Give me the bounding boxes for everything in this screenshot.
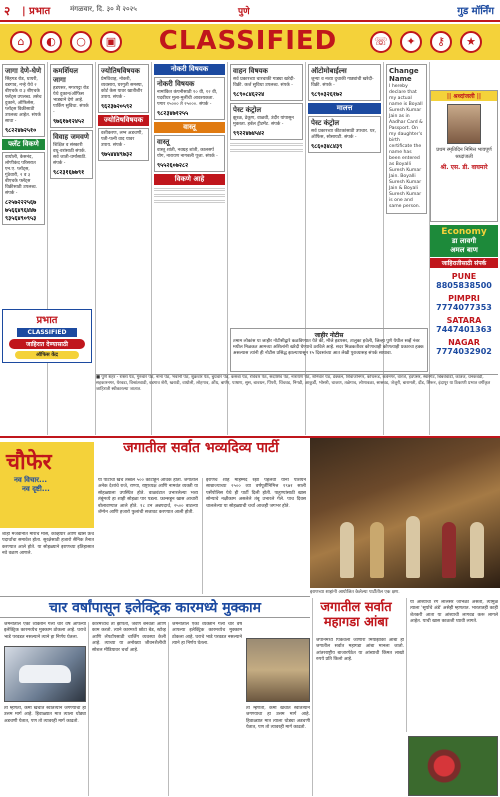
public-notice: जाहीर नोटीस तमाम लोकांस या जाहीर नोटीसीद्वारे कळविण्यात येते की, मौजे हडपसर, तालुका हवेली, जिल्हा पुणे येथील सर्व्हे नंबर मधील मिळकत आमच्या अशिलांनी खरेदी घेण्याचे ठरविले आहे. सदर मिळकतीवर कोणाचाही कोणत्याही प्रकारचा हक्क असल्यास त्यांनी ही नोटीस प्रसिद्ध झाल्यापासून १५ दिवसांच्या आत लेखी पुराव्यासह संपर्क साधावा. bbox=[230, 328, 428, 372]
article-body: या आंब्याचा रंग लालसर जांभळा असतो, त्यामुळे त्याला 'सूर्याचे अंडे' असेही म्हणतात. भारतातही काही शेतकरी आता या आंब्याची लागवड करू लागले आहेत. याची खास काळजी घ्यावी लागते. bbox=[410, 600, 498, 625]
classified-ad: कमर्शियल जागा हडपसर, मगरपट्टा रोड येथे दुकान/ऑफिस भाड्याने देणे आहे. पार्किंग सुविधा. संपर्क - ९७६१७१२४५२ bbox=[50, 64, 93, 128]
article-body: शाही मेजवानीत मोराचे मांस, कॅव्हियार आणि खास फ्रेंच पदार्थांचा समावेश होता. सुरक्षेसाठी हजारो सैनिक तैनात करण्यात आले होते. या सोहळ्याने इराणच्या इतिहासात नवे वळण आणले. bbox=[2, 532, 94, 557]
paper-name: | प्रभात bbox=[22, 6, 51, 17]
article-body: इराणचे शाह मोहम्मद रझा पहलवी यांनी पर्शियन साम्राज्याच्या २५०० व्या वर्षपूर्तीनिमित्त १९७१ साली पर्सेपोलिस येथे ही पार्टी दिली होती. पाहुण्यांसाठी खास सोन्याचे नक्षीकाम असलेले तंबू उभारले गेले. पाच दिवस चाललेल्या या सोहळ्याची चर्चा आजही जगभर होते. bbox=[206, 478, 306, 509]
category-label: विकणे आहे bbox=[154, 174, 225, 185]
category-label: वास्तू bbox=[154, 122, 225, 133]
portrait-photo bbox=[447, 104, 481, 144]
classified-ad: जागा देणे-घेणे सिंहगड रोड, धायरी, वडगाव, नऱ्हे येथे २ बीएचके व ३ बीएचके फ्लॅट्स उपलब्ध. तसेच दुकाने, ऑफिसेस, प्लॉट्स विक्रीसाठी उपलब्ध आहेत. संपर्क साधा - ९८२२४७२५१० bbox=[2, 64, 45, 137]
classified-ad: ज्योतिषविषयक प्रेमविवाह, नोकरी, व्यवसाय, घरगुती समस्या, कोर्ट केस यावर खात्रीशीर उपाय. संपर्क - ९६२३७२०५९२ bbox=[98, 64, 149, 113]
category-label: मालत्त bbox=[308, 103, 381, 114]
house-icon: ⌂ bbox=[10, 31, 32, 53]
classified-banner bbox=[0, 24, 500, 60]
article-body: जर्मनीतील एका व्यक्तीने गेली चार वर्षे आपल्या इलेक्ट्रिक कारमध्येच मुक्काम ठोकला आहे. घराचे भाडे परवडत नसल्याने त्याने हा निर्णय घेतला. bbox=[172, 622, 242, 647]
classified-locations-strip: ■ पुणे शहर - रास्ता पेठ, गुरुवार पेठ, नाना पेठ, भवानी पेठ, शुक्रवार पेठ, बुधवार पेठ, कसबा पेठ, रविवार पेठ, सदाशिव पेठ, नारायण पेठ, शनिवार पेठ, डेक्कन, शिवाजीनगर, कोथरूड, कर्वेनगर, वारजे, हडपसर, स्वारगेट, बिबवेवाडी, कात्रज, धनकवडी, सहकारनगर, येरवडा, विश्रांतवाडी, वडगाव शेरी, खराडी, वाघोली, लोहगाव, औंध, बाणेर, पाषाण, सुस, बावधन, पिंपरी, चिंचवड, निगडी, आकुर्डी, भोसरी, चाकण, तळेगाव, लोणावळा, सासवड, जेजुरी, बारामती, दौंड, शिरूर, इंदापूर या ठिकाणी प्रभात वर्गीकृत जाहिराती स्वीकारल्या जातात. bbox=[96, 374, 498, 432]
classified-ad: वाघोली, केसनंद, लोणीकंद परिसरात एन.ए. प्लॉट्स, गुंठेवारी, २ व ३ बीएचके फ्लॅट्स विक्रीसाठी उपलब्ध. संपर्क - ८२५७२२२५६७ ७५६६४९६४४७ ९३५६४९०९५३ bbox=[2, 152, 45, 225]
classified-ad: पेस्ट कंट्रोल सर्व प्रकारच्या कीटकांसाठी उपचार. घर, ऑफिस, सोसायटी. संपर्क - ९८६०३४८४३९ bbox=[308, 116, 381, 153]
headline-party: जगातील सर्वात भव्यदिव्य पार्टी bbox=[123, 440, 279, 456]
headline-mango: जगातील सर्वात महागडा आंबा bbox=[320, 600, 392, 630]
article-body: तो म्हणतो, कमी खर्चात स्वातंत्र्याने जगण्याचा हा उत्तम मार्ग आहे. हिवाळ्यात मात्र त्याला थोड्या अडचणी येतात, पण तो त्यावरही मार्ग काढतो. bbox=[4, 706, 86, 724]
chauffeur-box: चौफेर नव विचार... नव दृष्टी... bbox=[0, 442, 94, 528]
category-label: नोकरी विषयक bbox=[154, 64, 225, 75]
classified-section bbox=[0, 62, 500, 435]
article-body: या पार्टीचा खर्च तब्बल ५०० कोटींहून अधिक होता. जगातील अनेक देशांचे राजे, राण्या, राष्ट्राध्यक्ष आणि नामवंत व्यक्ती या सोहळ्याला उपस्थित होते. वाळवंटात उभारलेल्या भव्य तंबूंमध्ये हा शाही सोहळा पार पडला. फ्रान्सहून खास आचारी बोलावण्यात आले होते. १८ टन अन्नपदार्थ, २५०० बाटल्या शॅम्पेन आणि हजारो फुलांची सजावट करण्यात आली होती. bbox=[98, 478, 198, 516]
man-photo bbox=[246, 638, 310, 702]
page-number: २ bbox=[4, 4, 11, 18]
section-title: गुड मॉर्निंग bbox=[457, 6, 494, 17]
photo-caption: इराणच्या शाहांनी आयोजित केलेल्या पार्टीतील एक क्षण. bbox=[310, 590, 400, 595]
news-section bbox=[0, 436, 500, 797]
classified-column-2 bbox=[48, 62, 96, 435]
classified-ad: ऑटोमोबाईल्स जुन्या व नव्या दुचाकी गाड्यांची खरेदी-विक्री. संपर्क - ९८९०३२६१७२ bbox=[308, 64, 381, 101]
classified-ad: नोकरी विषयक नामांकित कंपनीसाठी १० वी, १२ वी, पदवीधर मुला-मुलींची आवश्यकता. पगार १५००० ते २५०००. संपर्क - ९८२३४७१२५५ bbox=[154, 77, 225, 120]
car-photo bbox=[4, 646, 86, 702]
category-label: फ्लॅट विकणे bbox=[2, 139, 45, 150]
article-body: कारमध्येच तो झोपतो, जेवण बनवतो आणि काम करतो. त्याने कारमध्ये छोटा बेड, स्टोव्ह आणि लॅपटॉपसाठी चार्जिंग व्यवस्था केली आहे. त्याच्या या अनोख्या जीवनशैलीची सोशल मीडियावर चर्चा आहे. bbox=[92, 622, 166, 653]
memoriam-ad: || श्रध्दांजली || प्रथम स्मृतिदिन निमित्त भावपूर्ण श्रध्दांजली श्री. एस. डी. वाघमारे bbox=[430, 90, 498, 222]
article-body: जर्मनीतील एका व्यक्तीने गेली चार वर्षे आपल्या इलेक्ट्रिक कारमध्येच मुक्काम ठोकला आहे. घराचे भाडे परवडत नसल्याने त्याने हा निर्णय घेतला. bbox=[4, 622, 86, 640]
handshake-icon: ✦ bbox=[400, 31, 422, 53]
car-icon: ◐ bbox=[40, 31, 62, 53]
page-header bbox=[0, 0, 500, 22]
contact-offices: जाहिरातीसाठी संपर्क PUNE 8805838500 PIMPRI 7774077353 SATARA 7447401363 NAGAR 7774032902 bbox=[430, 258, 498, 356]
classified-column-1 bbox=[0, 62, 48, 435]
edition-city: पुणे bbox=[238, 7, 250, 17]
mango-photo bbox=[408, 736, 498, 796]
classified-title: CLASSIFIED bbox=[158, 26, 338, 56]
star-icon: ★ bbox=[460, 31, 482, 53]
classified-ad: वशीकरण, लग्न अडचणी, पती-पत्नी वाद यावर उपाय. संपर्क - ९७५४४४९७३२ bbox=[98, 128, 149, 161]
article-body: तो म्हणतो, कमी खर्चात स्वातंत्र्याने जगण्याचा हा उत्तम मार्ग आहे. हिवाळ्यात मात्र त्याला थोड्या अडचणी येतात, पण तो त्यावरही मार्ग काढतो. bbox=[246, 706, 310, 731]
change-name-ad: Change Name I hereby declare that my actual name is Boyall Suresh Kumar Jain as in Aadhar Card & Passport. On my daughter's birth certificate the name has been entered as Boyalli Suresh Kumar Jain. Boyalli Suresh Kumar Jain & Boyali Suresh Kumar is one and same person. bbox=[386, 64, 427, 214]
classified-ad: वाहन विषयक सर्व प्रकारच्या चारचाकी गाड्या खरेदी-विक्री. कर्ज सुविधा उपलब्ध. संपर्क - ९८९०८४६२२४ bbox=[230, 64, 303, 101]
article-body: जपानमध्ये पिकवला जाणारा मियाझाकी आंबा हा जगातील सर्वात महागडा आंबा मानला जातो. आंतरराष्ट्रीय बाजारपेठेत या आंब्याची किंमत लाखो रुपये प्रति किलो आहे. bbox=[316, 638, 404, 663]
key-icon: ⚷ bbox=[430, 31, 452, 53]
classified-ad: विवाह जमवणे शिक्षित व संस्कारी वधू-वरांसाठी संपर्क. सर्व जाती-धर्मांसाठी. संपर्क - ९८२३१६७७९१ bbox=[50, 130, 93, 179]
prabhat-classified-box: प्रभात CLASSIFIED जाहिरात देण्यासाठी ऑफिस केंद्र bbox=[2, 309, 92, 363]
phone-icon: ☏ bbox=[370, 31, 392, 53]
classified-ad: वास्तू वास्तू शांती, नवग्रह शांती, कालसर्प योग, नारायण नागबली पूजा. संपर्क - ९५५२६०७२८२ bbox=[154, 135, 225, 172]
issue-date: मंगळवार, दि. ३० मे २०२५ bbox=[70, 5, 137, 13]
headline-electric-car: चार वर्षांपासून इलेक्ट्रिक कारमध्येे मुक्काम bbox=[0, 596, 310, 618]
economy-ad: Economy डा लावगी अमल बाण bbox=[430, 225, 498, 257]
party-photo bbox=[310, 438, 500, 588]
ring-icon: ○ bbox=[70, 31, 92, 53]
category-label: ज्योतिषविषयक bbox=[98, 115, 149, 126]
classified-ad: पेस्ट कंट्रोल झुरळ, ढेकूण, वाळवी, उंदीर यांपासून मुक्तता. हर्बल ट्रीटमेंट. संपर्क - ९९२२४७४५४२ bbox=[230, 103, 303, 140]
briefcase-icon: ▣ bbox=[100, 31, 122, 53]
